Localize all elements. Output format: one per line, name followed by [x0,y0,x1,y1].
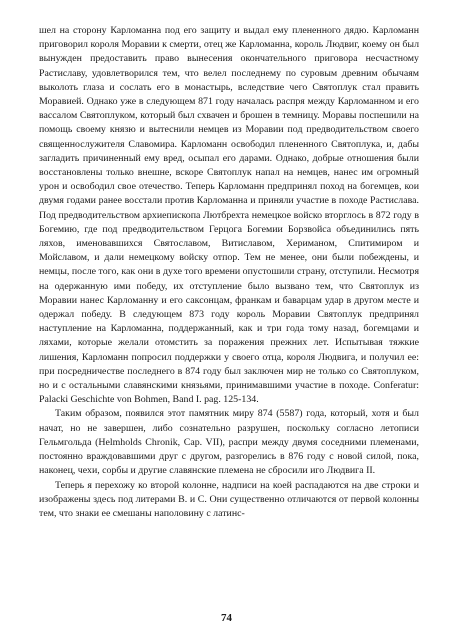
paragraph-1: шел на сторону Карломанна под его защиту и выдал ему плененного дядю. Карломанн приговорил короля Моравии к смерти, отец же Карломанна, король Людвиг, коему он был вынужден предоставить право вынесения окончательного приговора несчастному Растиславу, удовлетворился тем, что велел последнему по суровым древним обычаям выколоть глаза и сослать его в монастырь, вследствие чего Святоплук стал править Моравией. Однако уже в следующем 871 году началась распря между Карломанном и его вассалом Святоплуком, который был схвачен и брошен в темницу. Моравы поспешили на помощь своему князю и вытеснили немцев из Моравии под предводительством своего священнослужителя Славомира. Карломанн освободил плененного Святоплука, и, дабы загладить причиненный ему вред, осыпал его дарами. Однако, добрые отношения были восстановлены только внешне, вскоре Святоплук напал на немцев, нанес им огромный урон и освободил свое отечество. Теперь Карломанн предпринял поход на богемцев, кои двумя годами ранее восстали против Карломанна и приняли участие в походе Растислава. Под предводительством архиепископа Лютбрехта немецкое войско вторглось в 872 году в Богемию, где под предводительством Герцога Богемии Борзвойса объединились пять ляхов, именовавшихся Святославом, Витиславом, Хериманом, Спитимиром и Мойславом, и дали немецкому войску отпор. Тем не менее, они были побеждены, и немцы, после того, как они в духе того времени опустошили страну, отступили. Несмотря на одержанную ими победу, их отступление было вызвано тем, что Святоплук из Моравии нанес Карломанну и его саксонцам, франкам и баварцам удар в другом месте и одержал победу. В следующем 873 году король Моравии Святоплук предпринял наступление на Карломанна, поддержанный, как и три года тому назад, богемцами и ляхами, которые желали отомстить за поражения прежних лет. Испытывая тяжкие лишения, Карломанн попросил поддержки у своего отца, короля Людвига, и получил ее: при посредничестве последнего в 874 году был заключен мир не только со Святоплуком, но и с остальными славянскими князьями, принимавшими участие в походе. Conferatur: Palacki Geschichte von Bohmen, Band I. pag. 125-134. [39,25,419,406]
paragraph-2: Таким образом, появился этот памятник миру 874 (5587) года, который, хотя и был начат, но не завершен, либо сознательно разрушен, поскольку согласно летописи Гельмгольда (Helmholds Chronik, Cap. VII), распри между двумя соседними племенами, постоянно враждовавшими друг с другом, разгорелись в 876 году с новой силой, пока, наконец, чехи, сорбы и другие славянские племена не сбросили иго Людвига II. [39,408,419,477]
paragraph-3: Теперь я перехожу ко второй колонне, надписи на коей распадаются на две строки и изображены здесь под литерами B. и C. Они существенно отличаются от первой колонны тем, что знаки ее смешаны наполовину с латинс- [39,479,419,519]
body-text [39,24,419,521]
page-number: 74 [221,612,232,624]
